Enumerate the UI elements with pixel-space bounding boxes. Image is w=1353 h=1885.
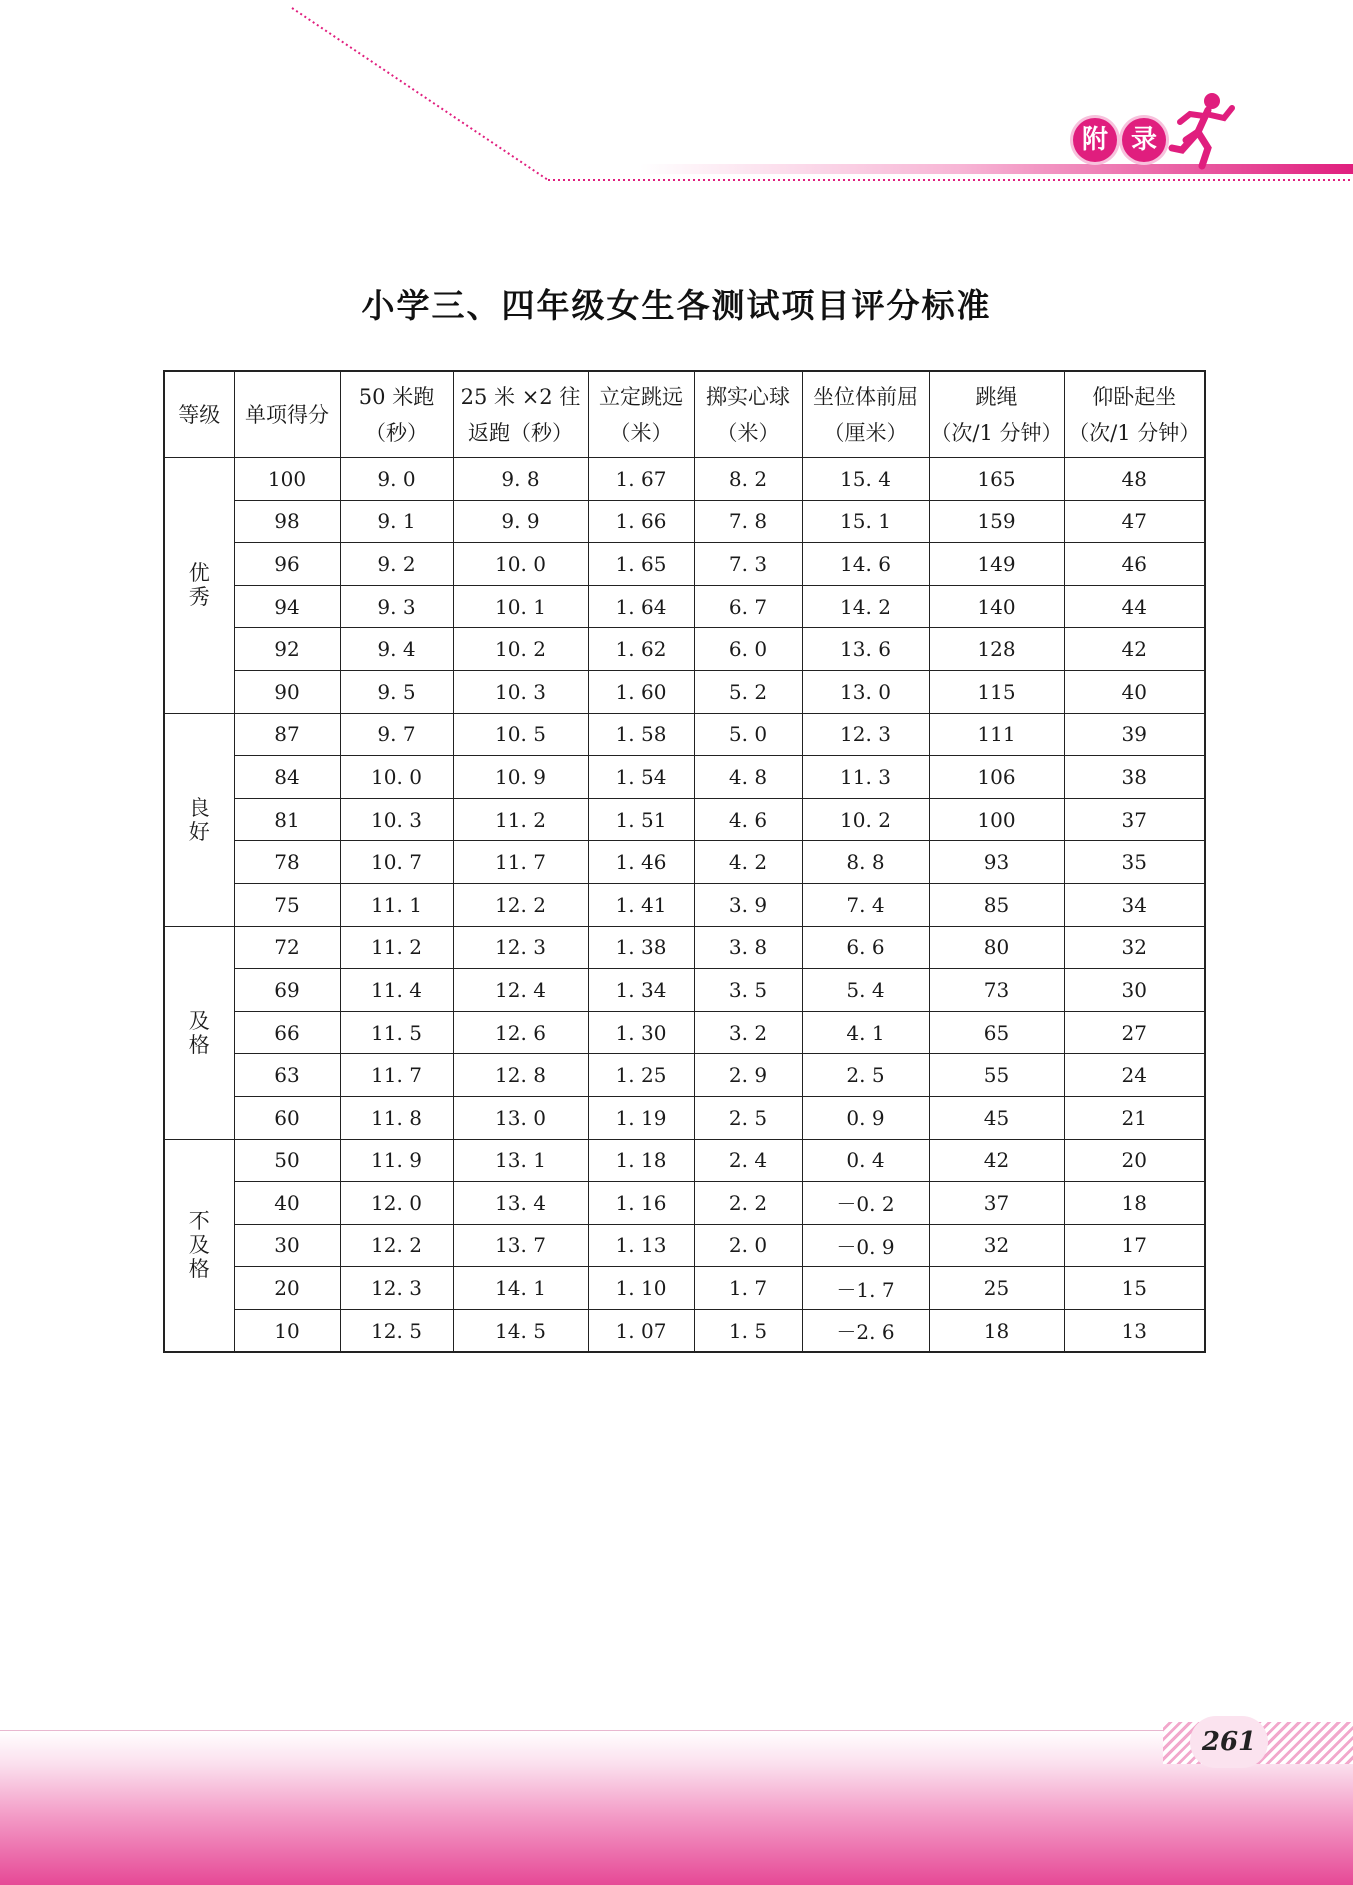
table-cell: 11. 9 [340, 1139, 453, 1182]
table-cell: 13. 1 [453, 1139, 588, 1182]
grade-cell [164, 458, 234, 714]
table-cell: 20 [1064, 1139, 1205, 1182]
table-row [164, 713, 1205, 756]
table-cell: 3. 5 [694, 969, 802, 1012]
table-cell: 11. 7 [340, 1054, 453, 1097]
table-row [164, 841, 1205, 884]
table-cell: 84 [234, 756, 340, 799]
table-cell: 98 [234, 500, 340, 543]
table-cell: 0. 4 [802, 1139, 929, 1182]
table-row [164, 926, 1205, 969]
column-header: 立定跳远 （米） [588, 371, 694, 458]
table-cell: －2. 6 [802, 1309, 929, 1352]
table-cell: 12. 4 [453, 969, 588, 1012]
table-row [164, 628, 1205, 671]
table-row [164, 1267, 1205, 1310]
table-cell: 66 [234, 1011, 340, 1054]
table-cell: 15. 4 [802, 458, 929, 501]
table-cell: 38 [1064, 756, 1205, 799]
table-cell: 39 [1064, 713, 1205, 756]
table-row [164, 1011, 1205, 1054]
table-cell: 5. 2 [694, 670, 802, 713]
column-header: 坐位体前屈 （厘米） [802, 371, 929, 458]
table-cell: 1. 60 [588, 670, 694, 713]
table-cell: 9. 3 [340, 585, 453, 628]
table-cell: 2. 9 [694, 1054, 802, 1097]
table-cell: 7. 4 [802, 883, 929, 926]
table-cell: 11. 1 [340, 883, 453, 926]
table-cell: 12. 3 [340, 1267, 453, 1310]
table-cell: 6. 7 [694, 585, 802, 628]
table-cell: 78 [234, 841, 340, 884]
table-cell: 1. 67 [588, 458, 694, 501]
table-row [164, 670, 1205, 713]
column-header: 掷实心球 （米） [694, 371, 802, 458]
table-cell: 3. 8 [694, 926, 802, 969]
table-cell: 11. 8 [340, 1096, 453, 1139]
table-cell: 72 [234, 926, 340, 969]
column-header: 仰卧起坐 （次/1 分钟） [1064, 371, 1205, 458]
table-cell: 27 [1064, 1011, 1205, 1054]
table-cell: 15. 1 [802, 500, 929, 543]
header-decoration [0, 0, 1353, 200]
table-cell: 15 [1064, 1267, 1205, 1310]
table-cell: 30 [1064, 969, 1205, 1012]
table-cell: 44 [1064, 585, 1205, 628]
table-cell: 1. 18 [588, 1139, 694, 1182]
table-row [164, 1224, 1205, 1267]
table-cell: 6. 0 [694, 628, 802, 671]
table-cell: 7. 8 [694, 500, 802, 543]
table-cell: 111 [929, 713, 1064, 756]
table-cell: 20 [234, 1267, 340, 1310]
table-cell: 14. 5 [453, 1309, 588, 1352]
table-cell: 128 [929, 628, 1064, 671]
table-cell: 32 [929, 1224, 1064, 1267]
column-header: 单项得分 [234, 371, 340, 458]
table-cell: 1. 62 [588, 628, 694, 671]
table-cell: 17 [1064, 1224, 1205, 1267]
table-cell: 47 [1064, 500, 1205, 543]
table-cell: 3. 2 [694, 1011, 802, 1054]
table-cell: 149 [929, 543, 1064, 586]
table-cell: 1. 64 [588, 585, 694, 628]
table-cell: 75 [234, 883, 340, 926]
table-cell: 6. 6 [802, 926, 929, 969]
table-cell: 10. 3 [453, 670, 588, 713]
table-cell: 140 [929, 585, 1064, 628]
table-cell: 11. 3 [802, 756, 929, 799]
table-cell: 4. 1 [802, 1011, 929, 1054]
table-cell: 37 [1064, 798, 1205, 841]
table-cell: 9. 2 [340, 543, 453, 586]
column-header: 50 米跑 （秒） [340, 371, 453, 458]
table-cell: 9. 5 [340, 670, 453, 713]
table-cell: 2. 5 [802, 1054, 929, 1097]
table-cell: 1. 51 [588, 798, 694, 841]
table-row [164, 543, 1205, 586]
table-row [164, 458, 1205, 501]
grade-cell [164, 1139, 234, 1352]
table-cell: 12. 6 [453, 1011, 588, 1054]
table-cell: 11. 4 [340, 969, 453, 1012]
page-number: 261 [1190, 1716, 1268, 1768]
table-cell: 13 [1064, 1309, 1205, 1352]
table-cell: 21 [1064, 1096, 1205, 1139]
table-cell: －1. 7 [802, 1267, 929, 1310]
table-row [164, 1054, 1205, 1097]
table-cell: 1. 46 [588, 841, 694, 884]
table-cell: 1. 19 [588, 1096, 694, 1139]
column-header: 等级 [164, 371, 234, 458]
table-cell: 32 [1064, 926, 1205, 969]
table-cell: 2. 2 [694, 1182, 802, 1225]
table-cell: 12. 5 [340, 1309, 453, 1352]
table-cell: 1. 16 [588, 1182, 694, 1225]
table-cell: 1. 10 [588, 1267, 694, 1310]
table-cell: 0. 9 [802, 1096, 929, 1139]
table-cell: 40 [1064, 670, 1205, 713]
page-title: 小学三、四年级女生各测试项目评分标准 [361, 286, 992, 325]
table-cell: 13. 4 [453, 1182, 588, 1225]
table-cell: 5. 4 [802, 969, 929, 1012]
appendix-badge-1: 附 [1073, 118, 1117, 162]
table-cell: 93 [929, 841, 1064, 884]
table-cell: －0. 9 [802, 1224, 929, 1267]
running-figure-icon [1168, 92, 1238, 170]
table-cell: 1. 34 [588, 969, 694, 1012]
table-cell: 14. 6 [802, 543, 929, 586]
grade-cell [164, 926, 234, 1139]
table-cell: 10. 2 [802, 798, 929, 841]
table-cell: 37 [929, 1182, 1064, 1225]
table-row [164, 883, 1205, 926]
table-cell: 18 [1064, 1182, 1205, 1225]
table-cell: 1. 66 [588, 500, 694, 543]
table-cell: 96 [234, 543, 340, 586]
table-cell: 10 [234, 1309, 340, 1352]
appendix-badge-2: 录 [1122, 118, 1166, 162]
table-cell: 10. 0 [453, 543, 588, 586]
table-cell: 13. 0 [802, 670, 929, 713]
table-cell: 1. 13 [588, 1224, 694, 1267]
table-cell: 85 [929, 883, 1064, 926]
table-cell: 1. 5 [694, 1309, 802, 1352]
table-cell: 42 [1064, 628, 1205, 671]
table-cell: 90 [234, 670, 340, 713]
table-cell: 1. 54 [588, 756, 694, 799]
table-cell: 9. 9 [453, 500, 588, 543]
table-cell: 4. 2 [694, 841, 802, 884]
table-cell: －0. 2 [802, 1182, 929, 1225]
table-cell: 30 [234, 1224, 340, 1267]
table-row [164, 1096, 1205, 1139]
table-cell: 10. 5 [453, 713, 588, 756]
table-header-row [164, 371, 1205, 458]
footer-divider [0, 1730, 1353, 1731]
column-header: 跳绳 （次/1 分钟） [929, 371, 1064, 458]
table-cell: 9. 4 [340, 628, 453, 671]
table-cell: 100 [929, 798, 1064, 841]
table-cell: 12. 2 [340, 1224, 453, 1267]
table-cell: 24 [1064, 1054, 1205, 1097]
table-cell: 42 [929, 1139, 1064, 1182]
table-cell: 5. 0 [694, 713, 802, 756]
table-cell: 12. 8 [453, 1054, 588, 1097]
table-row [164, 969, 1205, 1012]
table-cell: 18 [929, 1309, 1064, 1352]
table-cell: 8. 2 [694, 458, 802, 501]
table-cell: 11. 2 [453, 798, 588, 841]
table-cell: 12. 0 [340, 1182, 453, 1225]
table-cell: 11. 7 [453, 841, 588, 884]
table-cell: 2. 0 [694, 1224, 802, 1267]
table-cell: 13. 6 [802, 628, 929, 671]
table-cell: 73 [929, 969, 1064, 1012]
table-cell: 7. 3 [694, 543, 802, 586]
table-cell: 87 [234, 713, 340, 756]
table-cell: 92 [234, 628, 340, 671]
table-row [164, 798, 1205, 841]
table-cell: 10. 7 [340, 841, 453, 884]
table-cell: 10. 3 [340, 798, 453, 841]
table-cell: 34 [1064, 883, 1205, 926]
table-row [164, 1309, 1205, 1352]
table-cell: 14. 2 [802, 585, 929, 628]
table-cell: 12. 3 [453, 926, 588, 969]
table-cell: 8. 8 [802, 841, 929, 884]
table-cell: 80 [929, 926, 1064, 969]
table-cell: 63 [234, 1054, 340, 1097]
table-cell: 10. 1 [453, 585, 588, 628]
table-cell: 106 [929, 756, 1064, 799]
table-cell: 10. 2 [453, 628, 588, 671]
table-cell: 10. 9 [453, 756, 588, 799]
table-cell: 40 [234, 1182, 340, 1225]
table-cell: 46 [1064, 543, 1205, 586]
table-row [164, 1139, 1205, 1182]
table-cell: 4. 6 [694, 798, 802, 841]
table-cell: 45 [929, 1096, 1064, 1139]
table-cell: 13. 7 [453, 1224, 588, 1267]
table-cell: 100 [234, 458, 340, 501]
table-cell: 1. 65 [588, 543, 694, 586]
table-cell: 115 [929, 670, 1064, 713]
grade-label: 及格 [188, 1008, 210, 1057]
table-row [164, 756, 1205, 799]
table-row [164, 500, 1205, 543]
grade-label: 良好 [188, 795, 210, 844]
table-cell: 12. 2 [453, 883, 588, 926]
table-cell: 94 [234, 585, 340, 628]
table-cell: 60 [234, 1096, 340, 1139]
table-cell: 55 [929, 1054, 1064, 1097]
table-cell: 4. 8 [694, 756, 802, 799]
table-cell: 9. 7 [340, 713, 453, 756]
table-cell: 2. 5 [694, 1096, 802, 1139]
table-cell: 10. 0 [340, 756, 453, 799]
score-table [163, 370, 1206, 1353]
table-cell: 159 [929, 500, 1064, 543]
table-cell: 81 [234, 798, 340, 841]
footer-band [0, 1730, 1353, 1885]
table-cell: 1. 30 [588, 1011, 694, 1054]
table-cell: 3. 9 [694, 883, 802, 926]
table-cell: 69 [234, 969, 340, 1012]
grade-cell [164, 713, 234, 926]
table-cell: 35 [1064, 841, 1205, 884]
table-cell: 165 [929, 458, 1064, 501]
column-header: 25 米 ×2 往 返跑（秒） [453, 371, 588, 458]
table-cell: 9. 8 [453, 458, 588, 501]
table-cell: 48 [1064, 458, 1205, 501]
grade-label: 不及格 [188, 1209, 210, 1282]
table-cell: 9. 1 [340, 500, 453, 543]
table-cell: 1. 25 [588, 1054, 694, 1097]
table-cell: 2. 4 [694, 1139, 802, 1182]
table-cell: 1. 41 [588, 883, 694, 926]
table-cell: 25 [929, 1267, 1064, 1310]
grade-label: 优秀 [188, 561, 210, 610]
table-cell: 1. 07 [588, 1309, 694, 1352]
table-cell: 65 [929, 1011, 1064, 1054]
table-cell: 11. 2 [340, 926, 453, 969]
table-cell: 14. 1 [453, 1267, 588, 1310]
table-cell: 13. 0 [453, 1096, 588, 1139]
table-cell: 1. 58 [588, 713, 694, 756]
table-cell: 11. 5 [340, 1011, 453, 1054]
table-cell: 1. 38 [588, 926, 694, 969]
table-cell: 1. 7 [694, 1267, 802, 1310]
table-cell: 50 [234, 1139, 340, 1182]
table-row [164, 1182, 1205, 1225]
table-cell: 12. 3 [802, 713, 929, 756]
table-cell: 9. 0 [340, 458, 453, 501]
table-row [164, 585, 1205, 628]
